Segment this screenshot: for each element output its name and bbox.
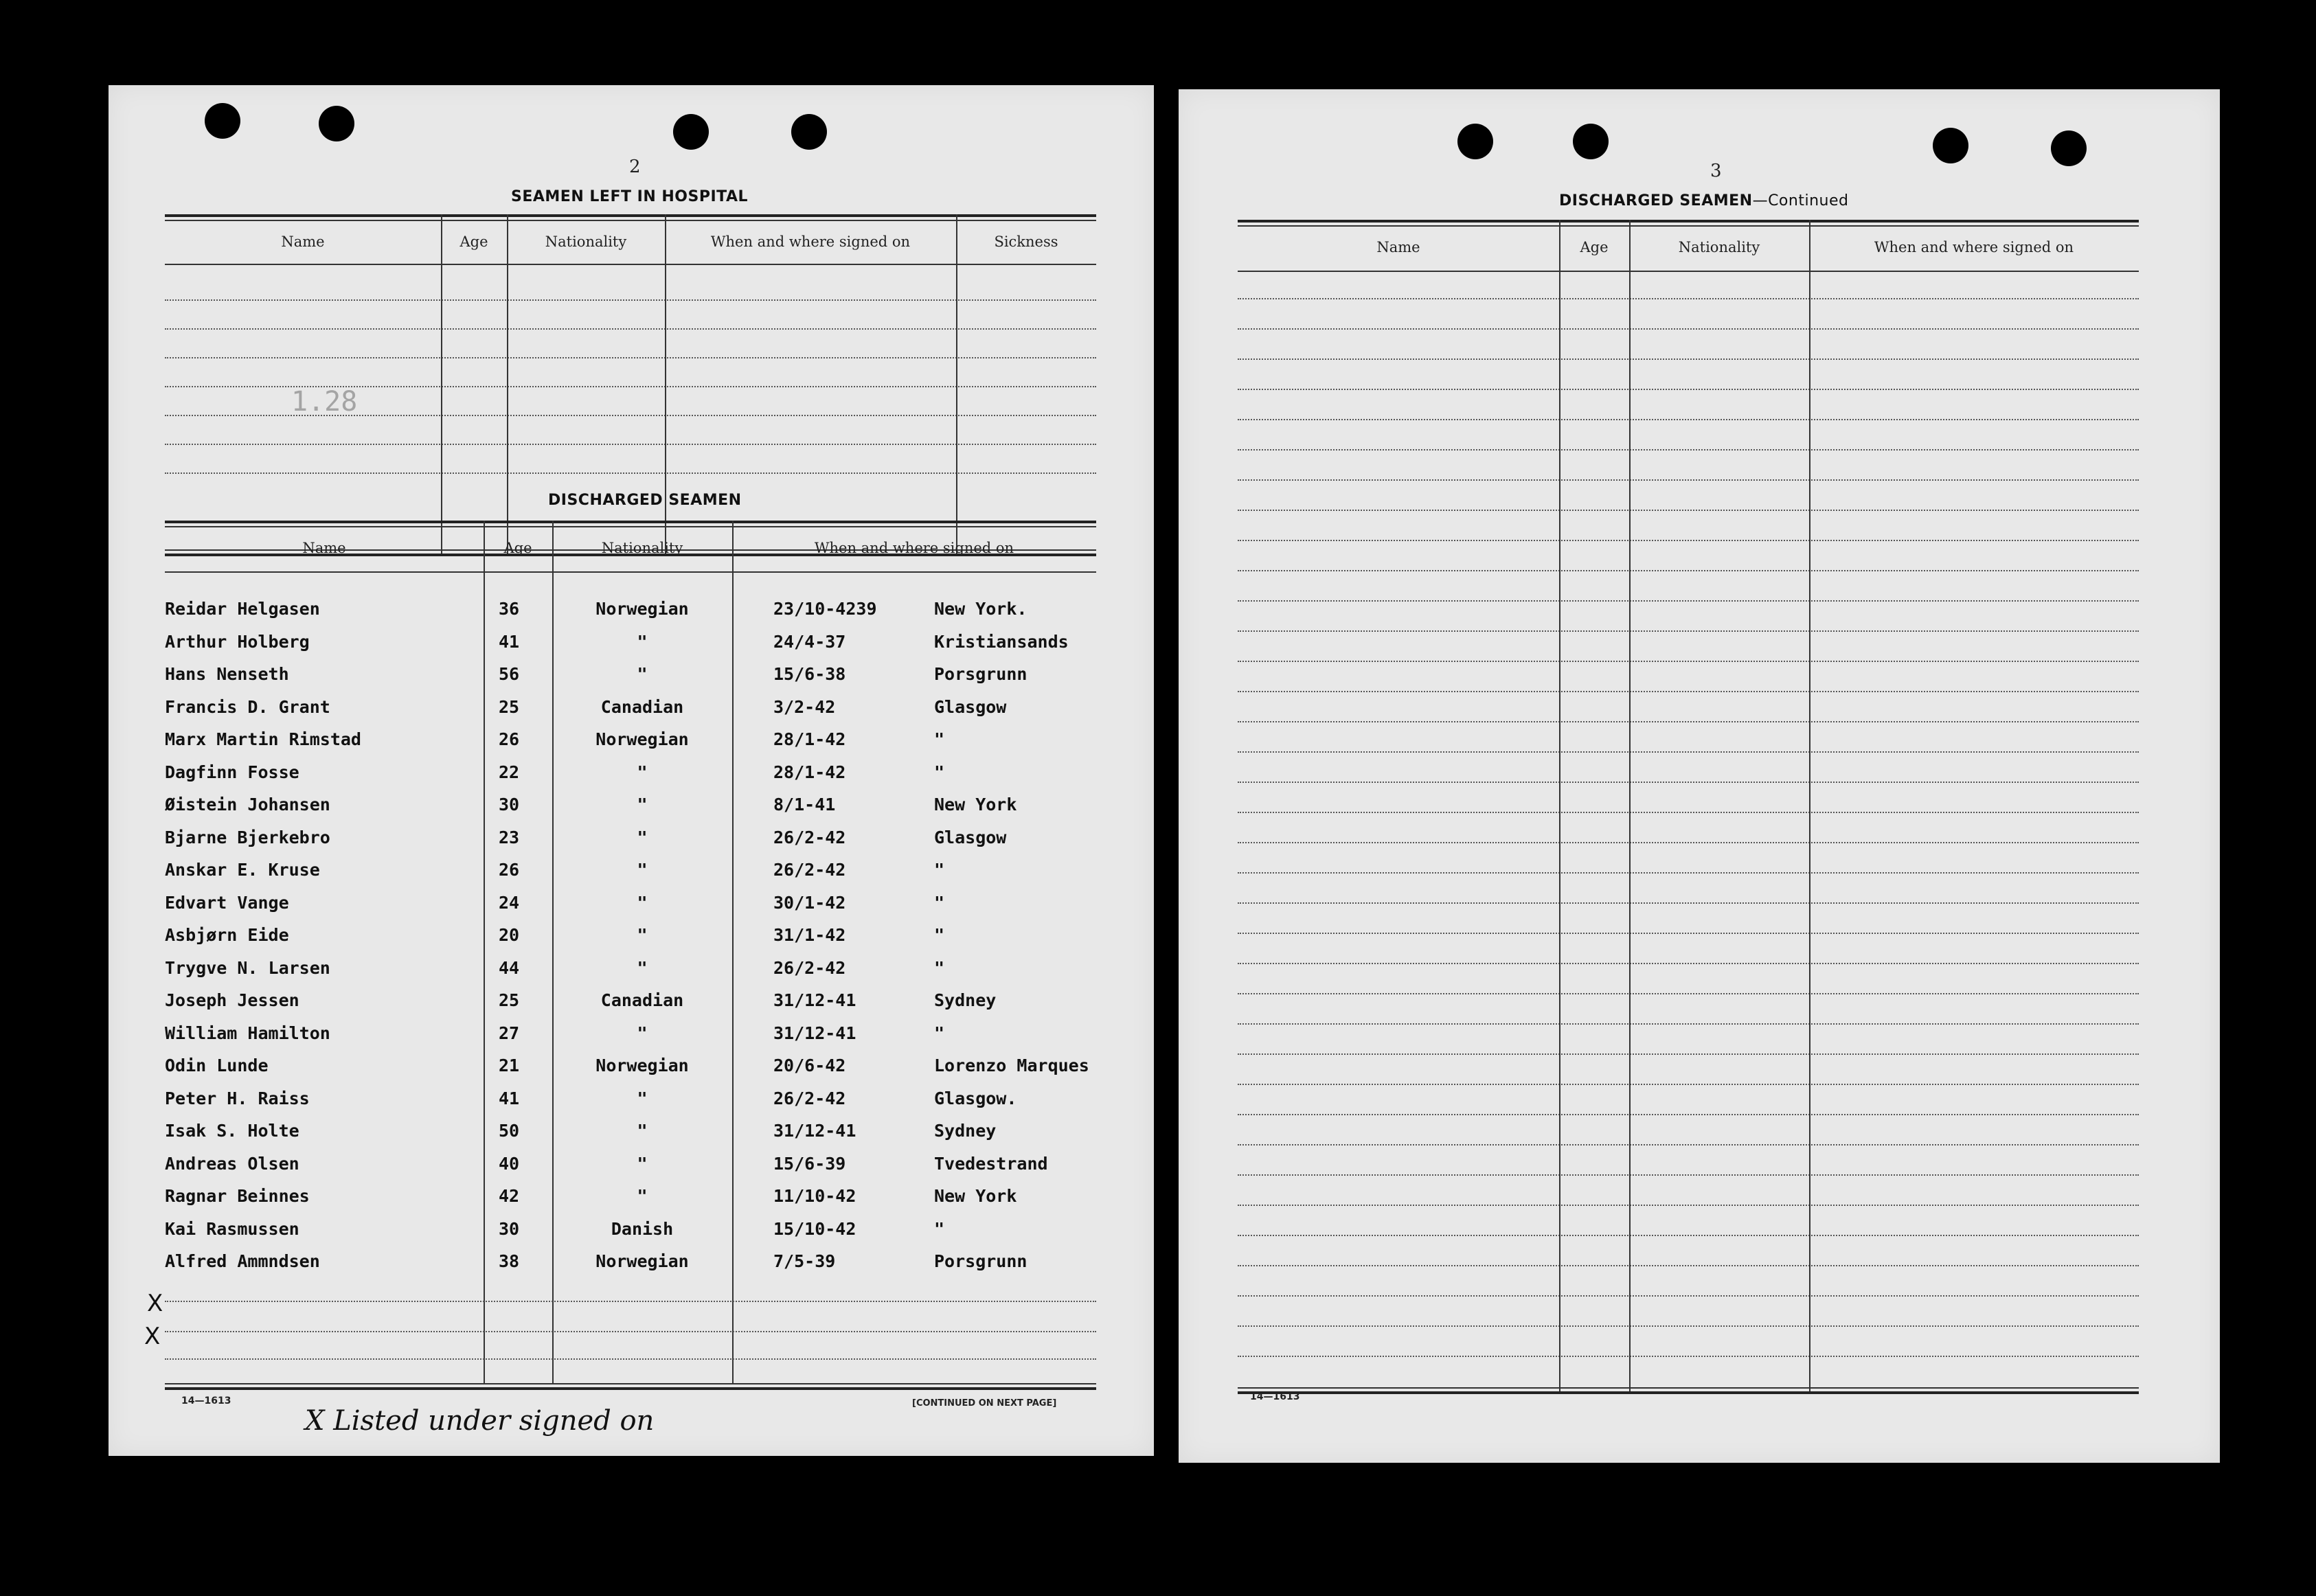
seaman-name: Joseph Jessen [165,990,299,1010]
seaman-age: 21 [499,1056,520,1075]
table-row [165,760,1096,793]
signed-on-place: Lorenzo Marques [934,1056,1089,1075]
row-line [1238,419,2139,420]
seaman-name: Arthur Holberg [165,631,310,652]
row-line [1238,842,2139,843]
signed-on-date: 20/6-42 [773,1056,846,1075]
seaman-name: Asbjørn Eide [165,925,289,945]
table-row [165,694,1096,727]
seaman-age: 25 [499,696,520,717]
signed-on-date: 26/2-42 [773,957,846,978]
punch-hole [205,103,240,139]
signed-on-date: 11/10-42 [773,1186,856,1206]
x-mark: X [147,1290,163,1317]
seaman-name: Kai Rasmussen [165,1218,299,1239]
seaman-nationality: " [637,892,648,913]
signed-on-date: 26/2-42 [773,827,846,847]
seaman-nationality: " [637,795,648,814]
seaman-nationality: " [637,1121,648,1141]
seaman-age: 30 [499,1218,520,1239]
row-line [1238,328,2139,330]
col-header-age: Age [1580,239,1609,255]
signed-on-place: Glasgow. [934,1088,1017,1108]
seaman-nationality: " [637,860,648,880]
seaman-name: Alfred Ammndsen [165,1251,320,1271]
seaman-nationality: " [637,1186,648,1206]
punch-hole [1573,124,1609,159]
signed-on-date: 15/6-39 [773,1153,846,1174]
col-header-nationality: Nationality [601,540,683,556]
punch-hole [1933,128,1968,163]
signed-on-place: " [934,729,945,749]
seaman-nationality: " [637,925,648,945]
discharged-continued-table [1238,220,2139,1394]
discharged-section-title: DISCHARGED SEAMEN [548,492,742,509]
table-row [165,1216,1096,1249]
col-header-signed-on: When and where signed on [1874,239,2074,255]
seaman-nationality: " [637,664,648,684]
row-line [1238,570,2139,571]
punch-hole [791,114,827,150]
row-line [1238,782,2139,783]
table-row [165,1118,1096,1151]
seaman-name: Odin Lunde [165,1056,269,1075]
signed-on-date: 23/10-4239 [773,599,877,619]
signed-on-date: 3/2-42 [773,696,836,717]
seaman-age: 23 [499,827,520,847]
table-row [165,661,1096,694]
row-line [1238,721,2139,722]
row-line [1238,751,2139,753]
row-line [1238,479,2139,481]
seaman-nationality: " [637,1023,648,1043]
seaman-nationality: " [637,957,648,978]
seaman-name: Hans Nenseth [165,664,289,684]
seaman-age: 24 [499,892,520,913]
row-line [1238,963,2139,964]
table-row [165,1053,1096,1086]
seaman-age: 26 [499,860,520,880]
signed-on-place: Sydney [934,990,997,1010]
row-line [1238,510,2139,511]
signed-on-date: 7/5-39 [773,1251,836,1271]
seaman-nationality: Canadian [600,990,684,1010]
seaman-age: 41 [499,1088,520,1108]
table-row [165,629,1096,662]
row-line [1238,600,2139,602]
table-row [165,922,1096,955]
row-line [1238,933,2139,934]
left-page [109,85,1154,1456]
signed-on-place: " [934,762,945,782]
seaman-nationality: Norwegian [595,729,689,749]
seaman-age: 38 [499,1251,520,1271]
table-row [165,1249,1096,1281]
signed-on-date: 31/12-41 [773,1121,856,1141]
seaman-name: Reidar Helgasen [165,599,320,619]
signed-on-date: 31/1-42 [773,925,846,945]
col-header-name: Name [281,233,325,250]
row-line [1238,872,2139,874]
seaman-nationality: Canadian [600,696,684,717]
signed-on-date: 26/2-42 [773,1088,846,1108]
form-number: 14—1613 [1250,1391,1300,1402]
table-row [165,1183,1096,1216]
signed-on-date: 8/1-41 [773,795,836,814]
signed-on-place: New York [934,795,1017,814]
seaman-name: Isak S. Holte [165,1121,299,1141]
seaman-age: 26 [499,729,520,749]
signed-on-date: 28/1-42 [773,729,846,749]
form-number: 14—1613 [181,1395,231,1406]
signed-on-place: " [934,860,945,880]
signed-on-place: Tvedestrand [934,1153,1048,1174]
seaman-age: 36 [499,599,520,619]
seaman-nationality: " [637,1088,648,1108]
seaman-age: 20 [499,925,520,945]
seaman-name: Øistein Johansen [165,795,330,814]
row-line [1238,1053,2139,1055]
signed-on-place: New York [934,1186,1017,1206]
signed-on-place: " [934,1023,945,1043]
seaman-name: Andreas Olsen [165,1153,299,1174]
row-line [1238,1174,2139,1176]
handwritten-note: X Listed under signed on [305,1405,655,1437]
seaman-age: 56 [499,664,520,684]
row-line [1238,691,2139,692]
signed-on-place: Porsgrunn [934,1251,1028,1271]
seaman-age: 41 [499,631,520,652]
seaman-name: Anskar E. Kruse [165,860,320,880]
stamp-mark: 1.28 [291,386,358,418]
row-line [1238,1205,2139,1206]
table-row [165,727,1096,760]
table-row [165,1151,1096,1184]
signed-on-place: " [934,925,945,945]
seaman-age: 25 [499,990,520,1010]
col-header-nationality: Nationality [1678,239,1760,255]
seaman-nationality: Norwegian [595,1251,689,1271]
signed-on-place: Glasgow [934,827,1007,847]
row-line [1238,902,2139,904]
x-mark: X [144,1323,161,1350]
row-line [1238,993,2139,994]
seaman-age: 30 [499,795,520,814]
signed-on-place: " [934,957,945,978]
discharged-table [144,521,1096,1468]
col-header-age: Age [459,233,488,250]
seaman-name: Francis D. Grant [165,696,330,717]
col-header-name: Name [302,540,346,556]
seaman-age: 27 [499,1023,520,1043]
row-line [1238,1084,2139,1085]
table-row [165,825,1096,858]
row-line [1238,298,2139,299]
signed-on-date: 26/2-42 [773,860,846,880]
seaman-age: 42 [499,1186,520,1206]
seaman-nationality: " [637,762,648,782]
signed-on-place: Kristiansands [934,631,1069,652]
seaman-age: 44 [499,957,520,978]
col-header-sickness: Sickness [994,233,1058,250]
signed-on-date: 30/1-42 [773,892,846,913]
row-line [1238,449,2139,451]
punch-hole [1457,124,1493,159]
row-line [1238,661,2139,662]
row-line [1238,389,2139,390]
hospital-section-title: SEAMEN LEFT IN HOSPITAL [511,188,749,205]
seaman-name: Edvart Vange [165,892,289,913]
seaman-name: Trygve N. Larsen [165,957,330,978]
table-row [165,596,1096,629]
signed-on-place: Glasgow [934,696,1007,717]
row-line [1238,1235,2139,1236]
seaman-age: 40 [499,1153,520,1174]
seaman-age: 22 [499,762,520,782]
punch-hole [2051,130,2087,166]
table-row [165,988,1096,1021]
table-row [165,857,1096,890]
seaman-nationality: " [637,827,648,847]
row-line [1238,1144,2139,1145]
col-header-age: Age [503,540,532,556]
table-row [165,955,1096,988]
signed-on-place: " [934,892,945,913]
signed-on-place: New York. [934,599,1028,619]
seaman-nationality: Norwegian [595,1056,689,1075]
page-number: 3 [1710,161,1722,181]
col-header-signed-on: When and where signed on [814,540,1014,556]
col-header-nationality: Nationality [545,233,627,250]
row-line [1238,1265,2139,1266]
row-line [1238,358,2139,360]
seaman-age: 50 [499,1121,520,1141]
signed-on-date: 31/12-41 [773,990,856,1010]
row-line [1238,1114,2139,1115]
continued-note: [CONTINUED ON NEXT PAGE] [912,1398,1057,1409]
seaman-name: Marx Martin Rimstad [165,729,361,749]
punch-hole [673,114,709,150]
seaman-name: Peter H. Raiss [165,1088,310,1108]
row-line [1238,1295,2139,1297]
col-header-signed-on: When and where signed on [710,233,911,250]
seaman-name: Dagfinn Fosse [165,762,299,782]
signed-on-date: 15/10-42 [773,1218,856,1239]
seaman-name: Ragnar Beinnes [165,1186,310,1206]
row-line [1238,1325,2139,1327]
row-line [1238,812,2139,813]
punch-hole [319,106,354,141]
signed-on-place: " [934,1218,945,1239]
row-line [1238,1356,2139,1357]
page-title: DISCHARGED SEAMEN—Continued [1559,192,1849,209]
seaman-nationality: " [637,631,648,652]
table-row [165,1021,1096,1053]
signed-on-date: 31/12-41 [773,1023,856,1043]
col-header-name: Name [1376,239,1420,255]
signed-on-date: 15/6-38 [773,664,846,684]
row-line [1238,630,2139,632]
signed-on-place: Porsgrunn [934,664,1028,684]
signed-on-date: 24/4-37 [773,631,846,652]
seaman-name: William Hamilton [165,1023,330,1043]
table-row [165,792,1096,825]
seaman-nationality: Danish [611,1218,674,1239]
table-row [165,1086,1096,1119]
seaman-nationality: Norwegian [595,599,689,619]
table-row [165,890,1096,923]
seaman-nationality: " [637,1153,648,1174]
signed-on-date: 28/1-42 [773,762,846,782]
row-line [1238,1023,2139,1025]
signed-on-place: Sydney [934,1121,997,1141]
row-line [1238,540,2139,541]
seaman-name: Bjarne Bjerkebro [165,827,330,847]
right-page [1179,89,2220,1463]
page-number: 2 [629,157,641,177]
